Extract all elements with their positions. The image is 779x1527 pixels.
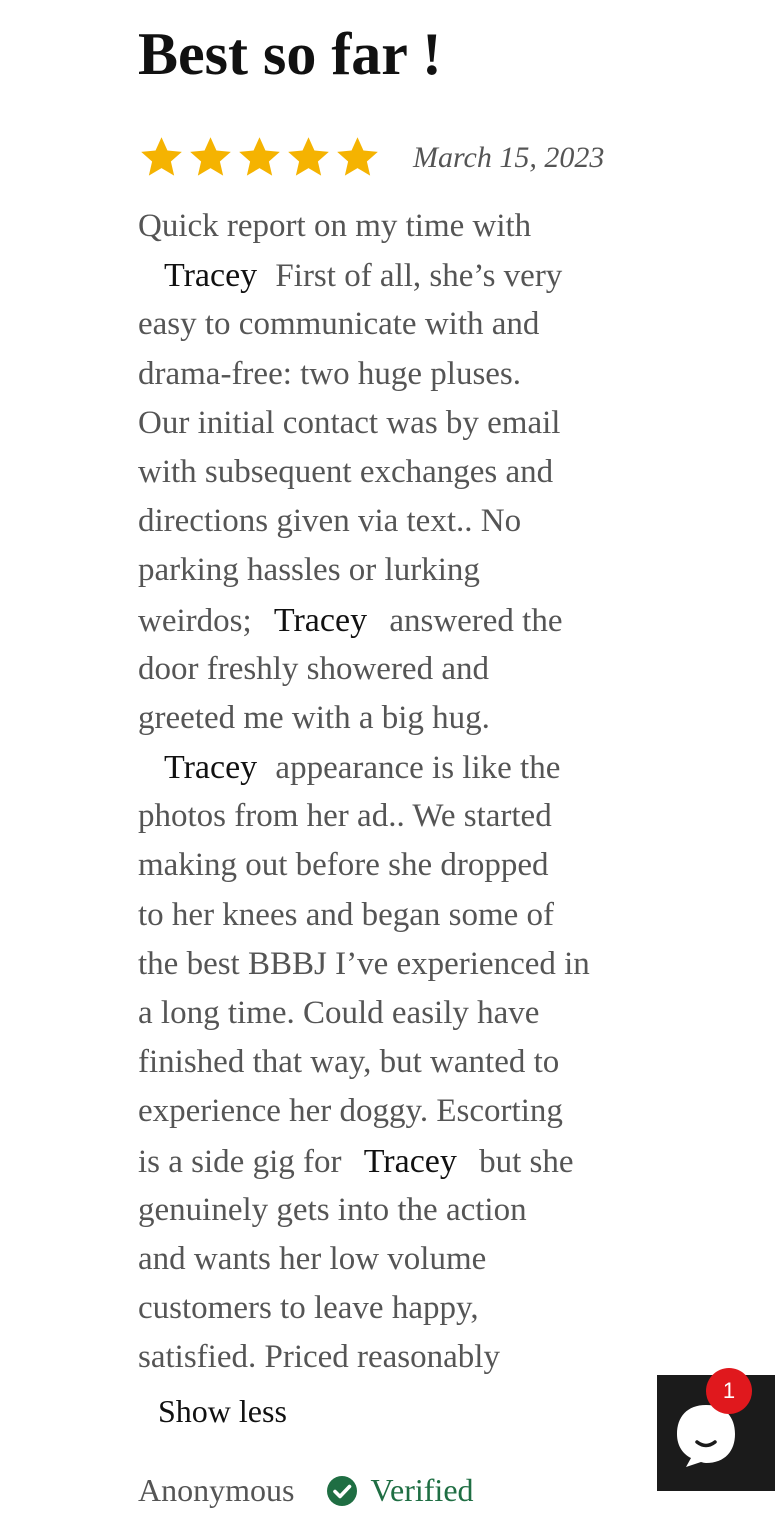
review-text: Quick report on my time with [138, 208, 532, 244]
reviewed-name: Tracey [273, 601, 368, 639]
check-circle-icon [326, 1475, 358, 1507]
review-text-line [138, 251, 658, 300]
star-icon [187, 135, 234, 181]
review-footer [138, 1471, 658, 1511]
show-less-button[interactable]: Show less [158, 1392, 287, 1429]
review-text: a long time. Could easily have [138, 995, 540, 1031]
review-text-line [138, 1038, 658, 1087]
review-text: First of all, she’s very [267, 258, 563, 295]
review-text-line [138, 546, 658, 595]
review-text: experience her doggy. Escorting [138, 1093, 563, 1130]
review-text: photos from her ad.. We started [138, 798, 552, 835]
review-text: but she [470, 1143, 574, 1180]
review-text: appearance is like the [267, 750, 561, 787]
reviewed-name: Tracey [363, 1142, 457, 1180]
star-icon [138, 135, 185, 181]
star-rating [138, 135, 381, 181]
review-text-line [138, 350, 658, 399]
review-text: answered the [381, 602, 563, 639]
review-text-line [138, 300, 658, 349]
review-text-line [138, 1235, 658, 1284]
review-author: Anonymous [138, 1472, 295, 1508]
review-text: parking hassles or lurking [138, 552, 480, 589]
star-icon [285, 135, 332, 181]
review-text-line [138, 1137, 658, 1186]
review-text: and wants her low volume [138, 1240, 487, 1277]
review-text: greeted me with a big hug. [138, 699, 490, 736]
review-text-line [138, 989, 658, 1038]
review-text-line [138, 792, 658, 841]
review-text: weirdos; [138, 602, 260, 639]
review-text: Our initial contact was by email [138, 404, 561, 441]
review-text-line [138, 694, 658, 743]
verified-label: Verified [370, 1472, 474, 1508]
review-text: to her knees and began some of [138, 896, 555, 933]
review-text-line [138, 645, 658, 694]
review-text-line [138, 1087, 658, 1136]
review-text: drama-free: two huge pluses. [138, 355, 522, 392]
review-text: satisfied. Priced reasonably [138, 1339, 500, 1376]
review-body [138, 202, 658, 1383]
review-card [138, 18, 658, 1511]
review-text: with subsequent exchanges and [138, 453, 554, 490]
review-text: customers to leave happy, [138, 1290, 479, 1327]
review-date: March 15, 2023 [413, 141, 605, 174]
star-icon [236, 135, 283, 181]
review-text: making out before she dropped [138, 847, 549, 884]
reviewed-name: Tracey [164, 749, 258, 787]
review-text: is a side gig for [138, 1143, 350, 1180]
review-text: finished that way, but wanted to [138, 1044, 560, 1081]
review-text: the best BBBJ I’ve experienced in [138, 945, 590, 982]
review-text-line [138, 399, 658, 448]
review-text-line [138, 497, 658, 546]
review-text-line [138, 1186, 658, 1235]
review-meta [138, 134, 658, 182]
verified-badge [326, 1472, 473, 1509]
review-text-line [138, 940, 658, 989]
star-icon [334, 135, 381, 181]
review-text-line [138, 596, 658, 645]
review-text: door freshly showered and [138, 650, 489, 687]
review-text-line [138, 448, 658, 497]
review-text: directions given via text.. No [138, 503, 522, 540]
review-text-line [138, 202, 658, 251]
notification-badge: 1 [706, 1368, 752, 1414]
review-text-line [138, 1284, 658, 1333]
review-title: Best so far ! [138, 21, 442, 87]
review-text-line [138, 743, 658, 792]
review-text-line [138, 891, 658, 940]
review-text-line [138, 1333, 658, 1382]
review-text: easy to communicate with and [138, 306, 540, 343]
review-text: genuinely gets into the action [138, 1191, 527, 1228]
reviewed-name: Tracey [164, 257, 258, 295]
review-text-line [138, 841, 658, 890]
